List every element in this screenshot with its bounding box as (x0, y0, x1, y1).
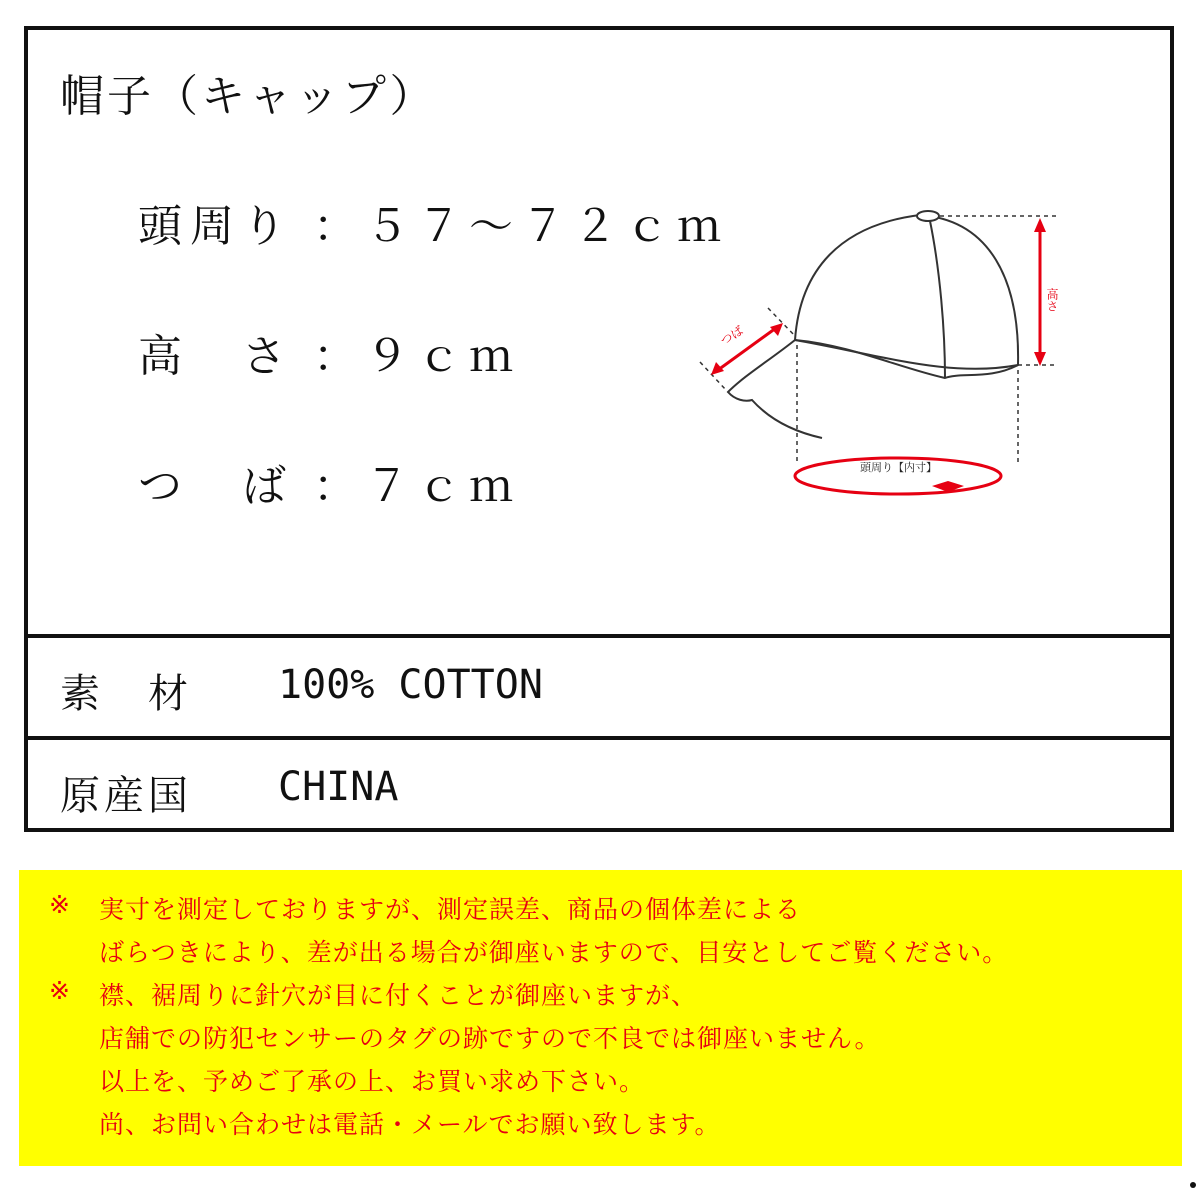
spec-value: ７ｃｍ (365, 461, 521, 512)
origin-label: 原産国 (60, 773, 192, 819)
note-line (19, 976, 1182, 1019)
disclaimer-notes (19, 870, 1182, 1166)
note-line (19, 890, 1182, 933)
spec-separator: ： (313, 201, 365, 252)
table-divider (28, 634, 1170, 638)
note-text: 以上を、予めご了承の上、お買い求め下さい。 (99, 1067, 646, 1096)
spec-value: ５７～７２ｃｍ (365, 201, 729, 252)
note-text: 尚、お問い合わせは電話・メールでお願い致します。 (99, 1110, 721, 1139)
note-line (19, 1019, 1182, 1062)
cap-measurement-diagram (680, 180, 1100, 520)
height-diagram-label: 高さ (1045, 288, 1059, 312)
spec-label: 高 さ (138, 331, 294, 382)
note-text: 襟、裾周りに針穴が目に付くことが御座いますが、 (99, 981, 698, 1010)
spec-row-height (138, 320, 521, 384)
cap-button (917, 211, 939, 221)
spec-row-head-circumference (138, 190, 729, 254)
spec-label: 頭周り (138, 201, 294, 252)
table-divider (28, 736, 1170, 740)
circumference-diagram-label: 頭周り【内寸】 (860, 461, 937, 474)
note-line (19, 1105, 1182, 1148)
brim-diagram-label: つば (718, 323, 746, 349)
note-text: 実寸を測定しておりますが、測定誤差、商品の個体差による (99, 895, 802, 924)
cap-seam (930, 221, 945, 378)
guide-lines (700, 216, 1058, 465)
note-text: ばらつきにより、差が出る場合が御座いますので、目安としてご覧ください。 (99, 938, 1009, 967)
spec-row-brim (138, 450, 521, 514)
note-line (19, 933, 1182, 976)
spec-value: ９ｃｍ (365, 331, 521, 382)
note-text: 店舗での防犯センサーのタグの跡ですので不良では御座いません。 (99, 1024, 881, 1053)
material-label: 素 材 (60, 671, 192, 717)
cap-brim-outline (728, 340, 822, 438)
spec-separator: ： (313, 461, 365, 512)
corner-dot (1190, 1182, 1196, 1188)
spec-separator: ： (313, 331, 365, 382)
origin-value: CHINA (278, 764, 399, 810)
note-mark: ※ (49, 976, 71, 1005)
product-title: 帽子（キャップ） (60, 71, 437, 122)
spec-label: つ ば (138, 461, 294, 512)
material-value: 100% COTTON (278, 662, 543, 708)
note-mark: ※ (49, 890, 71, 919)
note-line (19, 1062, 1182, 1105)
cap-crown-outline (795, 215, 1018, 378)
